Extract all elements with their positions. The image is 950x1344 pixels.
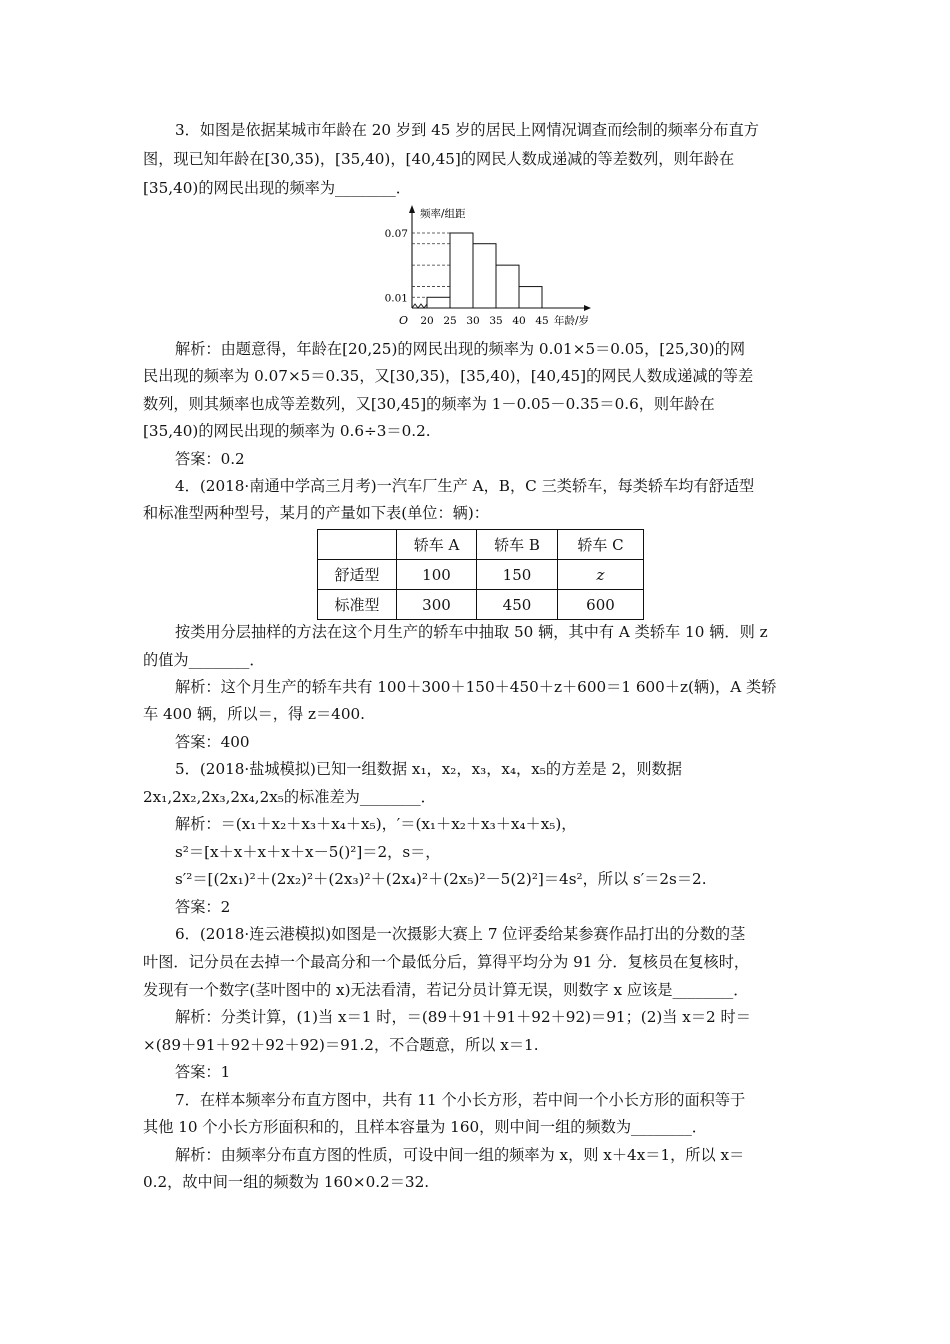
q6-line-2: 叶图．记分员在去掉一个最高分和一个最低分后，算得平均分为 91 分．复核员在复核时， (143, 953, 750, 971)
q3-answer: 答案：0.2 (175, 450, 245, 468)
q4-solution-1: 解析：这个月生产的轿车共有 100＋300＋150＋450＋z＋600＝1 600＋z(辆)，A 类轿 (175, 678, 777, 696)
q5-solution-2: s²＝[x＋x＋x＋x＋x－5()²]＝2，s＝， (175, 843, 441, 861)
x-axis-label: 年龄/岁 (554, 315, 590, 327)
q3-line-1: 3．如图是依据某城市年龄在 20 岁到 45 岁的居民上网情况调查而绘制的频率分布直方 (175, 121, 759, 139)
table-cell: 标准型 (318, 590, 397, 620)
q4-line-4: 的值为________． (143, 651, 265, 669)
table-cell: 100 (397, 560, 477, 590)
q6-line-3: 发现有一个数字(茎叶图中的 x)无法看清，若记分员计算无误，则数字 x 应该是________． (143, 981, 749, 999)
x-tick-label: 20 (420, 315, 434, 327)
q4-line-2: 和标准型两种型号，某月的产量如下表(单位：辆)： (143, 504, 489, 522)
q3-line-3: [35,40)的网民出现的频率为________． (143, 179, 411, 197)
table-cell: 450 (477, 590, 558, 620)
table-header-cell: 轿车 A (397, 530, 477, 560)
q5-answer: 答案：2 (175, 898, 231, 916)
x-tick-label: 25 (443, 315, 457, 327)
histogram-bar (519, 287, 542, 308)
table-header-cell: 轿车 B (477, 530, 558, 560)
table-cell: 300 (397, 590, 477, 620)
y-tick-label: 0.01 (384, 292, 408, 305)
q5-solution-3: s′²＝[(2x₁)²＋(2x₂)²＋(2x₃)²＋(2x₄)²＋(2x₅)²－5(2)²]＝4s²，所以 s′＝2s＝2. (175, 870, 707, 888)
table-cell: 150 (477, 560, 558, 590)
x-tick-label: 30 (466, 315, 480, 327)
x-tick-label: 35 (489, 315, 503, 327)
q7-solution-2: 0.2，故中间一组的频数为 160×0.2＝32. (143, 1173, 430, 1191)
axis-break (412, 304, 427, 308)
q3-solution-3: 数列，则其频率也成等差数列，又[30,45]的频率为 1－0.05－0.35＝0.6，则年龄在 (143, 395, 715, 413)
q5-line-1: 5．(2018·盐城模拟)已知一组数据 x₁，x₂，x₃，x₄，x₅的方差是 2，则数据 (175, 760, 682, 778)
histogram-bar (473, 244, 496, 308)
frequency-histogram (380, 205, 610, 333)
q7-line-1: 7．在样本频率分布直方图中，共有 11 个小长方形，若中间一个小长方形的面积等于 (175, 1091, 746, 1109)
table-row (318, 590, 644, 620)
q4-solution-2: 车 400 辆，所以＝，得 z＝400. (143, 705, 365, 723)
q4-answer: 答案：400 (175, 733, 250, 751)
x-axis-arrow (584, 305, 591, 311)
q6-line-1: 6．(2018·连云港模拟)如图是一次摄影大赛上 7 位评委给某参赛作品打出的分数的茎 (175, 925, 746, 943)
q6-answer: 答案：1 (175, 1063, 231, 1081)
histogram-bar (427, 297, 450, 308)
table-header-row (318, 530, 644, 560)
table-row (318, 560, 644, 590)
q3-solution-4: [35,40)的网民出现的频率为 0.6÷3＝0.2. (143, 422, 431, 440)
q4-line-3: 按类用分层抽样的方法在这个月生产的轿车中抽取 50 辆，其中有 A 类轿车 10 辆．则 z (175, 623, 768, 641)
q3-line-2: 图，现已知年龄在[30,35)，[35,40)，[40,45]的网民人数成递减的等差数列，则年龄在 (143, 150, 735, 168)
table-cell: 舒适型 (318, 560, 397, 590)
x-tick-label: 45 (535, 315, 549, 327)
q6-solution-1: 解析：分类计算，(1)当 x＝1 时，＝(89＋91＋91＋92＋92)＝91；(2)当 x＝2 时＝ (175, 1008, 751, 1026)
q5-line-2: 2x₁,2x₂,2x₃,2x₄,2x₅的标准差为________． (143, 788, 436, 806)
histogram-bar (450, 233, 473, 308)
y-axis-label: 频率/组距 (420, 208, 466, 220)
origin-label: O (398, 314, 408, 327)
q5-solution-1: 解析：＝(x₁＋x₂＋x₃＋x₄＋x₅)，′＝(x₁＋x₂＋x₃＋x₄＋x₅)， (175, 815, 577, 833)
table-cell: z (558, 560, 644, 590)
y-tick-label: 0.07 (384, 228, 408, 240)
histogram-bar (496, 265, 519, 308)
y-axis-arrow (409, 205, 415, 213)
table-header-cell: 轿车 C (558, 530, 644, 560)
q3-solution-2: 民出现的频率为 0.07×5＝0.35，又[30,35)，[35,40)，[40,45]的网民人数成递减的等差 (143, 367, 754, 385)
table-cell: 600 (558, 590, 644, 620)
q7-line-2: 其他 10 个小长方形面积和的，且样本容量为 160，则中间一组的频数为________． (143, 1118, 707, 1136)
q4-line-1: 4．(2018·南通中学高三月考)一汽车厂生产 A，B，C 三类轿车，每类轿车均有舒适型 (175, 477, 755, 495)
q3-solution-1: 解析：由题意得，年龄在[20,25)的网民出现的频率为 0.01×5＝0.05，[25,30)的网 (175, 340, 746, 358)
q6-solution-2: ×(89＋91＋92＋92＋92)＝91.2，不合题意，所以 x＝1. (143, 1036, 539, 1054)
production-table (317, 529, 644, 620)
x-tick-label: 40 (512, 315, 526, 327)
table-header-cell (318, 530, 397, 560)
q7-solution-1: 解析：由频率分布直方图的性质，可设中间一组的频率为 x，则 x＋4x＝1，所以 x＝ (175, 1146, 745, 1164)
